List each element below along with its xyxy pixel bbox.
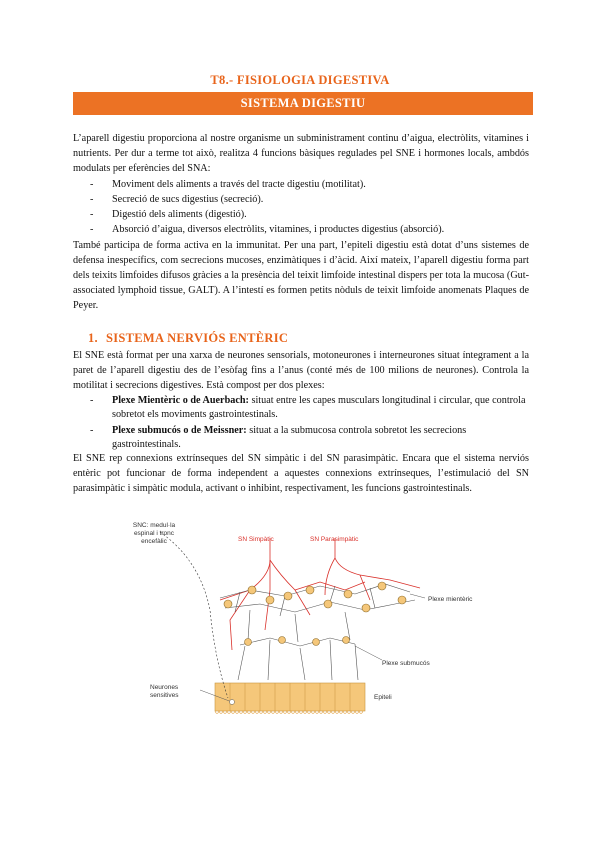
submucos-label: Plexe submucós <box>382 660 430 667</box>
plexes-list <box>90 394 530 454</box>
submucous-ganglia <box>245 637 350 646</box>
mienteric-label: Plexe mientèric <box>428 596 473 603</box>
parasimpatic-label: SN Parasimpàtic <box>310 536 359 543</box>
list-item <box>90 424 530 452</box>
intro-paragraph: L’aparell digestiu proporciona al nostre organisme un subministrament continu d’aigua, electròlits, vitamines i nutrients. Per dur a terme tot això, realitza 4 funcions bàsiques regulades pel SNE i hormones locals, ambdós modulats per eferències del SNA: <box>73 133 529 174</box>
immunity-paragraph: També participa de forma activa en la immunitat. Per una part, l’epiteli digestiu està dotat d’uns sistemes de defensa inespecífics, com secrecions mucoses, enzimàtiques i d’àcid. Així mateix, l’aparell digestiu forma part dels teixits limfoides difusos gràcies a la presència del teixit limfoide intestinal dispers per tota la mucosa (Gut-associated lymphoid tissue, GALT). A l’intestí es formen petits nòduls de teixit limfoide anomenats Plaques de Peyer. <box>73 240 529 311</box>
extrinsic-paragraph: El SNE rep connexions extrínseques del SN simpàtic i del SN parasimpàtic. Encara que el sistema nerviós entèric pot funcionar de forma independent a aquestes connexions extrínseques, l’estimulació del SN parasimpàtic i simpàtic modula, activant o inhibint, respectivament, les funcions gastrointestinals. <box>73 453 529 494</box>
sne-paragraph: El SNE està format per una xarxa de neurones sensorials, motoneurones i interneurones situat íntegrament a la paret de l’aparell digestiu des de l’esòfag fins a l’anus (conté més de 100 milions de neurones). Controla la motilitat i secrecions digestives. Està compost per dos plexes: <box>73 350 529 391</box>
enteric-diagram <box>120 520 490 715</box>
section-banner: SISTEMA DIGESTIU <box>73 92 533 115</box>
section-number: 1. <box>88 331 98 345</box>
microvilli <box>215 711 363 714</box>
plexe-text: situat entre les capes musculars longitudinal i circular, que controla sobretot els moviments gastrointestinals. <box>112 395 526 420</box>
list-item: - Secreció de sucs digestius (secreció). <box>90 192 530 207</box>
submucous-leader <box>355 646 382 660</box>
functions-list <box>90 177 530 237</box>
snc-afferent <box>160 532 228 698</box>
neurones-label: Neurones sensitives <box>150 684 179 699</box>
document-title: T8.- FISIOLOGIA DIGESTIVA <box>210 73 390 87</box>
simpatic-label: SN Simpàtic <box>238 536 274 543</box>
list-item <box>90 394 530 422</box>
plexe-term: Plexe submucós o de Meissner: <box>112 425 247 436</box>
plexe-term: Plexe Mientèric o de Auerbach: <box>112 395 249 406</box>
sensory-neuron <box>230 700 235 705</box>
snc-label: SNC: medul·la espinal i tronc encefàlic <box>132 522 176 545</box>
epiteli-label: Epiteli <box>374 694 392 701</box>
section-title: SISTEMA NERVIÓS ENTÈRIC <box>105 331 289 345</box>
section-heading <box>88 331 288 346</box>
myenteric-leader <box>410 594 425 598</box>
list-item: - Digestió dels aliments (digestió). <box>90 207 530 222</box>
list-item: - Moviment dels aliments a través del tracte digestiu (motilitat). <box>90 177 530 192</box>
plexe-text: situat a la submucosa controla sobretot les secrecions gastrointestinals. <box>112 425 467 450</box>
list-item: - Absorció d’aigua, diversos electròlits, vitamines, i productes digestius (absorció). <box>90 222 530 237</box>
submucous-plexus <box>238 610 358 680</box>
